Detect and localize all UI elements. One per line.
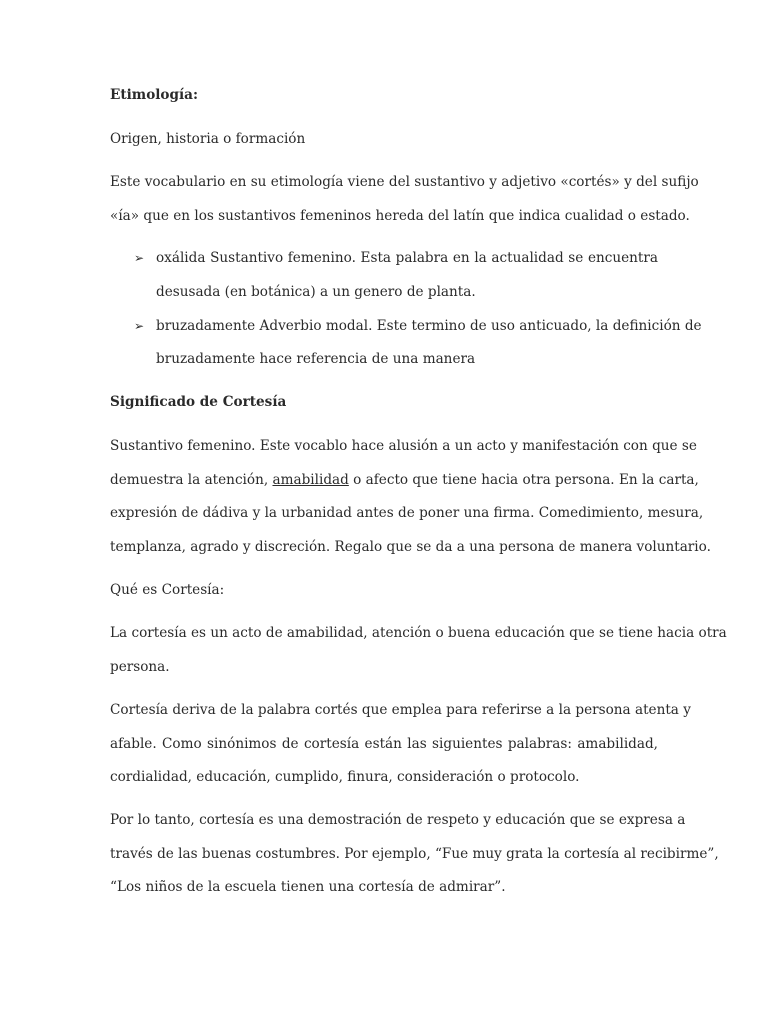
bullet-oxalida-line-1: oxálida Sustantivo femenino. Esta palabra en la actualidad se encuentra bbox=[156, 250, 658, 266]
paragraph-deriva-line-1: Cortesía deriva de la palabra cortés que emplea para referirse a la persona atenta y bbox=[110, 702, 691, 718]
bullet-bruzadamente-line-2: bruzadamente hace referencia de una manera bbox=[156, 351, 476, 367]
paragraph-por-lo-tanto-line-3: “Los niños de la escuela tienen una cortesía de admirar”. bbox=[110, 879, 506, 895]
paragraph-por-lo-tanto-line-1: Por lo tanto, cortesía es una demostración de respeto y educación que se expresa a bbox=[110, 812, 686, 828]
underlined-word-amabilidad: amabilidad bbox=[272, 472, 349, 488]
bullet-bruzadamente-line-1: bruzadamente Adverbio modal. Este termino de uso anticuado, la definición de bbox=[156, 318, 702, 334]
heading-etimologia: Etimología: bbox=[110, 87, 198, 103]
arrow-bullet-icon: ➢ bbox=[134, 251, 145, 265]
paragraph-etimologia-line-1: Este vocabulario en su etimología viene del sustantivo y adjetivo «cortés» y del sufijo bbox=[110, 174, 699, 190]
subheading-que-es-cortesia: Qué es Cortesía: bbox=[110, 582, 225, 598]
text-segment: demuestra la atención, bbox=[110, 472, 273, 488]
paragraph-significado-line-1: Sustantivo femenino. Este vocablo hace alusión a un acto y manifestación con que se bbox=[110, 438, 697, 454]
paragraph-por-lo-tanto-line-2: través de las buenas costumbres. Por ejemplo, “Fue muy grata la cortesía al recibirme”, bbox=[110, 846, 719, 862]
paragraph-definicion-line-1: La cortesía es un acto de amabilidad, atención o buena educación que se tiene hacia otra bbox=[110, 625, 727, 641]
heading-significado: Significado de Cortesía bbox=[110, 394, 287, 410]
paragraph-deriva-line-2: afable. Como sinónimos de cortesía están las siguientes palabras: amabilidad, bbox=[110, 736, 658, 752]
subheading-origen: Origen, historia o formación bbox=[110, 131, 306, 147]
bullet-oxalida-line-2: desusada (en botánica) a un genero de planta. bbox=[156, 284, 476, 300]
arrow-bullet-icon: ➢ bbox=[134, 319, 145, 333]
text-segment: o afecto que tiene hacia otra persona. En la carta, bbox=[348, 472, 699, 488]
paragraph-significado-line-3: expresión de dádiva y la urbanidad antes de poner una firma. Comedimiento, mesura, bbox=[110, 505, 704, 521]
paragraph-definicion-line-2: persona. bbox=[110, 659, 170, 675]
paragraph-etimologia-line-2: «ía» que en los sustantivos femeninos hereda del latín que indica cualidad o estado. bbox=[110, 208, 690, 224]
paragraph-deriva-line-3: cordialidad, educación, cumplido, finura, consideración o protocolo. bbox=[110, 769, 580, 785]
paragraph-significado-line-4: templanza, agrado y discreción. Regalo que se da a una persona de manera voluntario. bbox=[110, 539, 711, 555]
paragraph-significado-line-2 bbox=[110, 470, 699, 490]
